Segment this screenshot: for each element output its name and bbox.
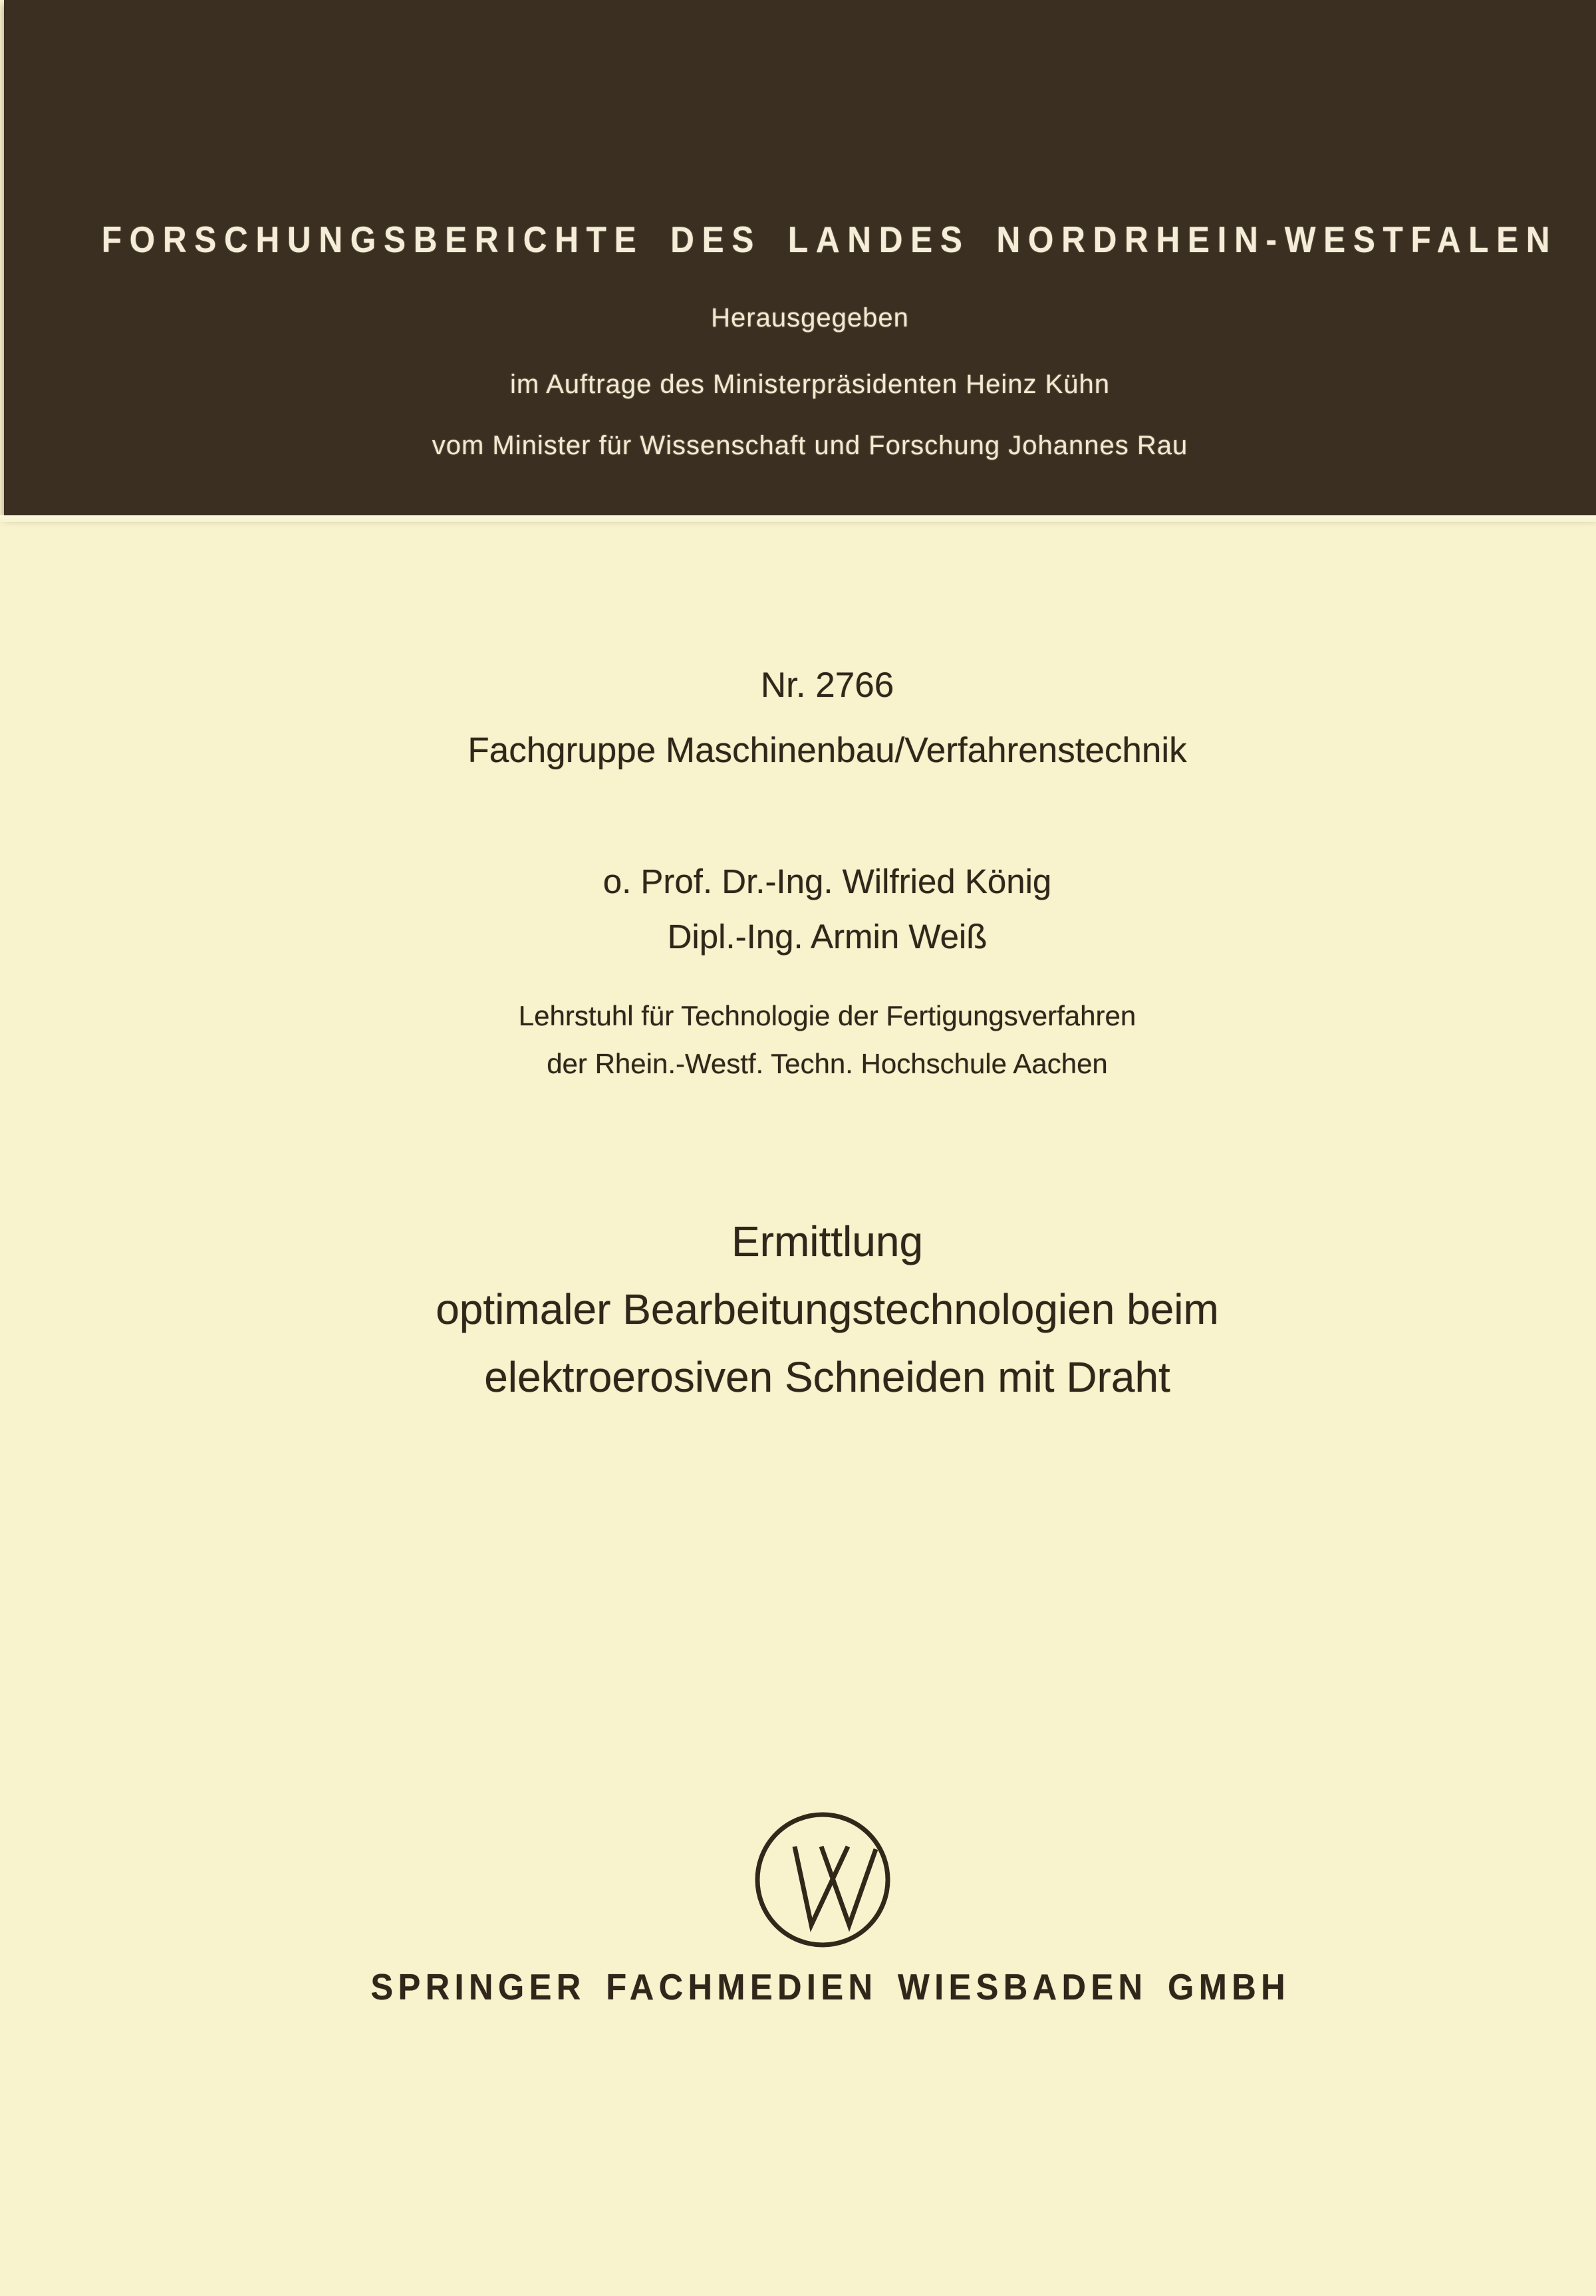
book-title-line-1: Ermittlung — [731, 1217, 924, 1265]
affiliation-line-1: Lehrstuhl für Technologie der Fertigungsverfahren — [518, 1000, 1136, 1031]
series-number: Nr. 2766 — [760, 666, 894, 705]
vieweg-w-in-circle-icon — [749, 1807, 896, 1953]
herausgegeben-label: Herausgegeben — [711, 303, 909, 332]
author-2: Dipl.-Ing. Armin Weiß — [667, 918, 988, 956]
book-title-line-3: elektroerosiven Schneiden mit Draht — [484, 1353, 1170, 1401]
series-title: FORSCHUNGSBERICHTE DES LANDES NORDRHEIN-WESTFALEN — [101, 219, 1558, 260]
publisher-name: SPRINGER FACHMEDIEN WIESBADEN GMBH — [370, 1966, 1291, 2007]
book-title-line-2: optimaler Bearbeitungstechnologien beim — [436, 1285, 1219, 1333]
minister-line: vom Minister für Wissenschaft und Forschung Johannes Rau — [432, 431, 1188, 460]
header-band — [4, 0, 1596, 515]
auftrag-line: im Auftrage des Ministerpräsidenten Heinz Kühn — [509, 370, 1110, 399]
author-1: o. Prof. Dr.-Ing. Wilfried König — [602, 862, 1052, 900]
band-bottom-edge — [0, 515, 1596, 522]
affiliation-line-2: der Rhein.-Westf. Techn. Hochschule Aachen — [547, 1048, 1108, 1079]
series-group: Fachgruppe Maschinenbau/Verfahrenstechnik — [467, 731, 1187, 770]
